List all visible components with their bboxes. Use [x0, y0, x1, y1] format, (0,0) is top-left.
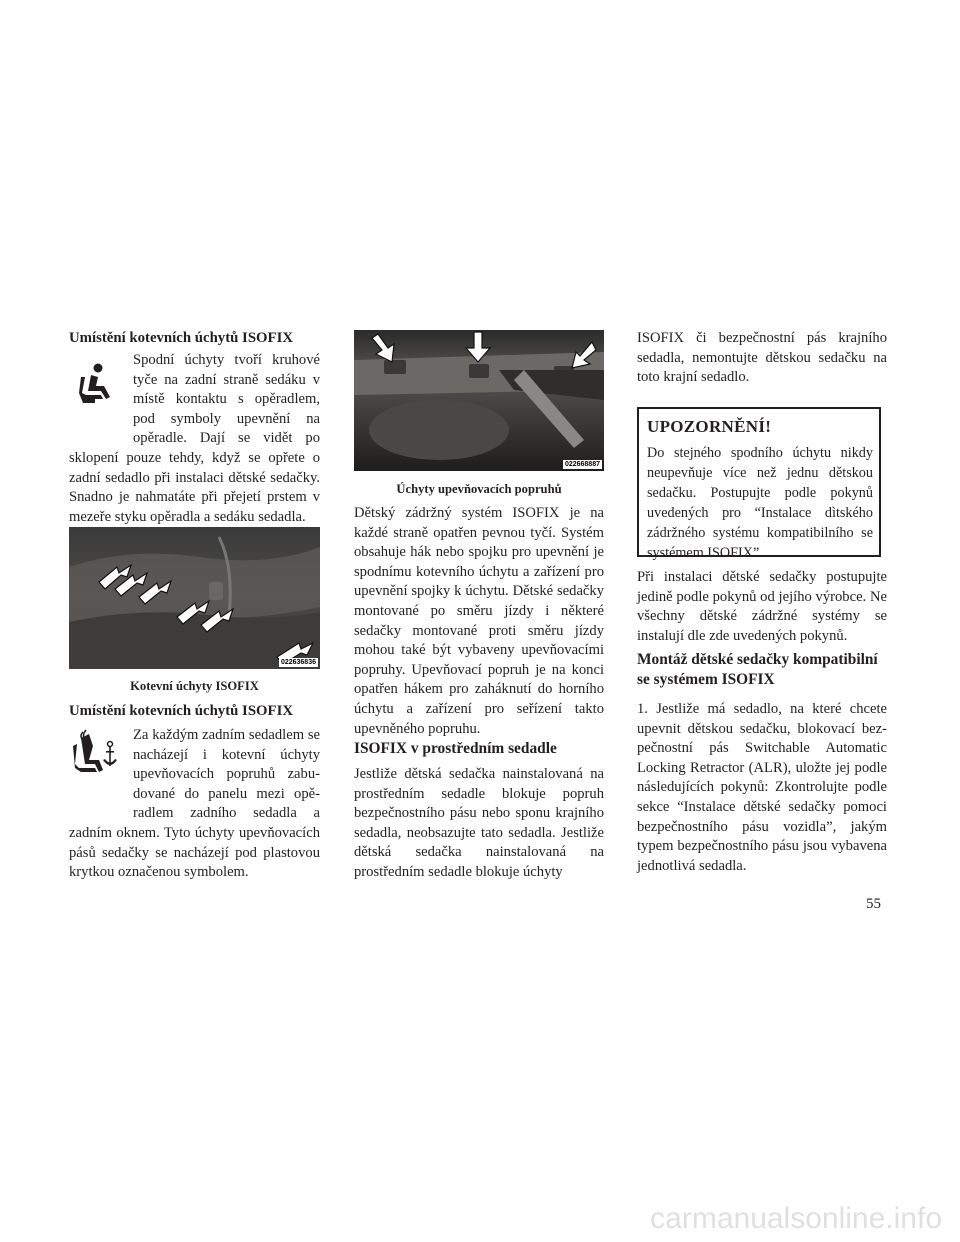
photo-reference-code: 022668887 — [564, 461, 600, 468]
warning-title: UPOZORNĚNÍ! — [647, 417, 772, 436]
figure-caption-lower-anchors: Kotevní úchyty ISOFIX — [130, 679, 259, 693]
isofix-system-paragraph: Dětský zádržný systém ISOFIX je na každé straně opatřen pevnou tyčí. Systém obsahuje hák nebo spojku pro upevnění je spodnímu kotevního úchytu a zařízení pro upevnění spojky k úchytu. Dětské sedačky montované po směru jízdy i některé sedačky montované proti směru jízdy mohou také být vybaveny upevňovacími popruhy. Upevňovací popruh je na konci opatřen hákem pro zaháknutí do horního úchytu a zařízení pro seřízení takto upevněného popruhu. — [354, 505, 604, 737]
lower-anchors-photo — [69, 527, 320, 669]
section-heading-center-seat: ISOFIX v prostředním sedadle — [354, 740, 557, 757]
tether-anchors-photo — [354, 330, 604, 471]
page-number: 55 — [866, 896, 881, 912]
section-heading-isofix-tether: Umístění kotevních úchytů ISOFIX — [69, 703, 294, 719]
section-heading-isofix-installation: Montáž dětské sedačky kompatibilní se systémem ISOFIX — [637, 651, 878, 688]
tether-anchor-icon — [69, 726, 123, 806]
installation-step-1-paragraph: 1. Jestliže má sedadlo, na které chcete upevnit dětskou sedačku, blokovací bezpečnostní pás Switchable Automatic Locking Retractor (ALR), uložte jej podle následujících pokynů: Zkontrolujte podle sekce “Instalace dětské sedačky pomoci bezpečnostního pásu vozidla”, jakým typem bezpečnostního pásu jsou vybavena jednotlivá sedadla. — [637, 701, 887, 874]
figure-caption-tether-anchors: Úchyty upevňovacích popruhů — [396, 482, 562, 496]
warning-text: Do stejného spodního úchytu nikdy neupevňuje více než jednu dětskou sedačku. Postupujte podle pokynů uvedených pro “Instalace dìtského zádržného systému kompatibilního se systémem ISOFIX”. — [647, 445, 873, 561]
center-seat-paragraph: Jestliže dětská sedačka nainstalovaná na prostředním sedadle blokuje popruh bezpečnostního pásu nebo sponu krajního sedadla, neobsazujte tato sedadla. Jestliže dětská sedačka nainstalovaná na prostředním sedadle blokuje úchyty — [354, 766, 604, 880]
photo-reference-code: 022636836 — [280, 659, 316, 666]
watermark: carmanualsonline.info — [650, 1202, 942, 1235]
tether-anchor-paragraph: Za každým zadním sedadlem se nacházejí i kotevní úchyty upevňovacích popruhů zabudované do panelu mezi opěradlem zadního sedadla a zadním oknem. Tyto úchyty upevňovacích pásů sedačky se nacházejí pod plastovou krytkou označenou symbolem. — [69, 727, 320, 881]
manufacturer-instructions-paragraph: Při instalaci dětské sedačky postupujte jedině podle pokynů od jejího výrobce. Ne všechny dětské zádržné systémy se instalují dle zde uvedených pokynů. — [637, 569, 887, 644]
lower-anchor-paragraph: Spodní úchyty tvoří kruhové tyče na zadní straně sedáku v místě kontaktu s opěradlem, pod symboly upevnění na opěradle. Dají se vidět po sklopení pouze tehdy, když se opřete o zadní sedadlo při instalaci dětské sedačky. Snadno je nahmatáte při přejetí prstem v mezeře styku opěradla a sedáku sedadla. — [69, 352, 320, 525]
section-heading-isofix-lower: Umístění kotevních úchytů ISOFIX — [69, 330, 294, 346]
warning-box — [637, 407, 881, 561]
outboard-seat-paragraph: ISOFIX či bezpečnostní pás krajního sedadla, nemontujte dětskou sedačku na toto krajní sedadlo. — [637, 330, 887, 386]
child-seat-icon — [69, 351, 123, 431]
